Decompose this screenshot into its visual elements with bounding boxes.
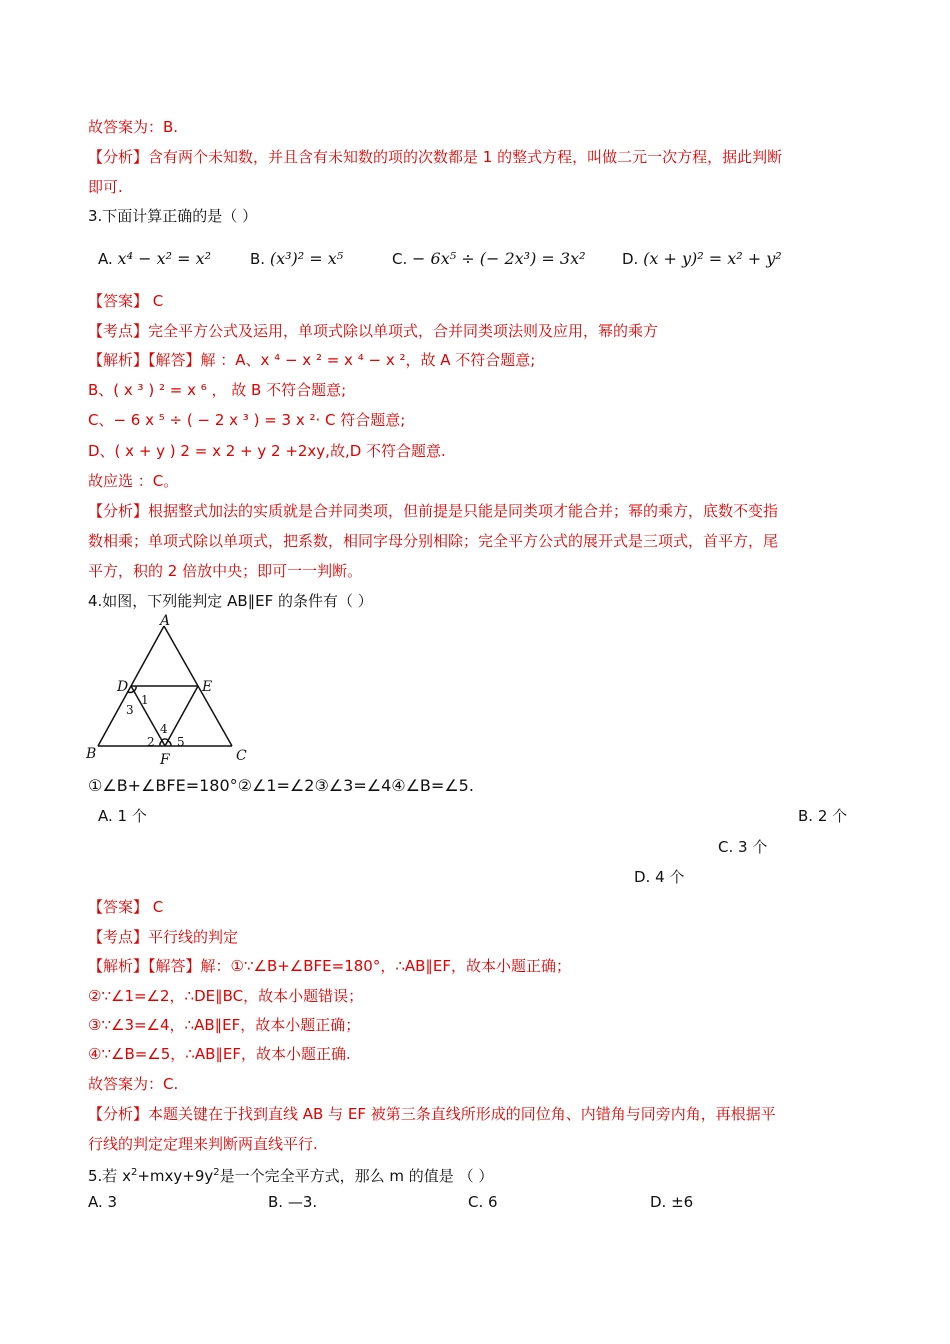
- q3-option-a: [98, 248, 211, 270]
- q4-question: 4.如图，下列能判定 AB∥EF 的条件有（ ）: [88, 592, 373, 610]
- angle-label-4: 4: [160, 722, 168, 736]
- q3-option-b: [250, 248, 343, 270]
- q3-option-c-expr: − 6x⁵ ÷ (− 2x³) = 3x²: [412, 249, 586, 268]
- q3-option-d-label: D.: [622, 250, 639, 268]
- angle-label-3: 3: [126, 703, 134, 717]
- label-b: B: [86, 746, 97, 762]
- q3-analysis-line-2: 数相乘；单项式除以单项式，把系数，相同字母分别相除；完全平方公式的展开式是三项式，首平方，尾: [88, 532, 779, 550]
- q3-answer: 【答案】 C: [88, 292, 164, 310]
- label-d: D: [117, 679, 129, 695]
- q2-analysis-line-2: 即可.: [88, 178, 123, 196]
- q4-analysis-line-2: 行线的判定定理来判断两直线平行.: [88, 1135, 318, 1153]
- angle-mark-4: [162, 739, 168, 740]
- q4-option-c: C. 3 个: [718, 838, 768, 856]
- q4-conditions: ①∠B+∠BFE=180°②∠1=∠2③∠3=∠4④∠B=∠5.: [88, 776, 474, 795]
- q5-sup-2: 2: [213, 1167, 220, 1178]
- q3-line-b: B、( x ³ ) ² = x ⁶ ， 故 B 不符合题意;: [88, 381, 347, 399]
- q5-option-a: A. 3: [88, 1193, 118, 1211]
- q3-conclusion: 故应选 ：C。: [88, 472, 179, 490]
- q5-question-pre: 5.若 x: [88, 1167, 131, 1185]
- q3-option-c: [392, 248, 586, 270]
- q4-jiexi-3: ③∵∠3=∠4，∴AB∥EF，故本小题正确；: [88, 1016, 361, 1034]
- q3-analysis-line-1: 【分析】根据整式加法的实质就是合并同类项，但前提是只能是同类项才能合并；幂的乘方，底数不变指: [88, 502, 779, 520]
- q5-question-mid: +mxy+9y: [137, 1167, 214, 1185]
- q3-question: 3.下面计算正确的是（ ）: [88, 207, 258, 225]
- q3-option-b-label: B.: [250, 250, 266, 268]
- q4-answer: 【答案】 C: [88, 898, 164, 916]
- q3-jiexi: 【解析】【解答】解 ：A、x ⁴ − x ² = x ⁴ − x ²，故 A 不符合题意;: [88, 351, 536, 369]
- q4-jiexi-4: ④∵∠B=∠5，∴AB∥EF，故本小题正确.: [88, 1045, 351, 1063]
- label-a: A: [160, 613, 171, 629]
- q3-option-a-label: A.: [98, 250, 113, 268]
- q3-line-d: D、( x + y ) 2 = x 2 + y 2 +2xy,故,D 不符合题意.: [88, 442, 446, 460]
- q5-question: [88, 1162, 493, 1187]
- q3-option-d: [622, 248, 782, 270]
- q4-option-d: D. 4 个: [634, 868, 685, 886]
- q2-analysis-line-1: 【分析】含有两个未知数，并且含有未知数的项的次数都是 1 的整式方程，叫做二元一次方程，据此判断: [88, 148, 783, 166]
- q4-option-a: A. 1 个: [98, 807, 147, 825]
- q3-option-b-expr: (x³)² = x⁵: [269, 249, 344, 268]
- q4-analysis-line-1: 【分析】本题关键在于找到直线 AB 与 EF 被第三条直线所形成的同位角、内错角与同旁内角，再根据平: [88, 1105, 776, 1123]
- label-f: F: [160, 752, 170, 768]
- q4-conclusion: 故答案为：C.: [88, 1075, 179, 1093]
- angle-label-2: 2: [147, 735, 155, 749]
- q3-line-c: C、− 6 x ⁵ ÷ ( − 2 x ³ ) = 3 x ²· C 符合题意;: [88, 411, 406, 429]
- q5-question-post: 是一个完全平方式，那么 m 的值是 （ ）: [219, 1167, 494, 1185]
- q4-kaodian: 【考点】平行线的判定: [88, 928, 239, 946]
- q5-option-c: C. 6: [468, 1193, 498, 1211]
- q5-option-b: B. —3.: [268, 1193, 318, 1211]
- angle-label-1: 1: [141, 693, 149, 707]
- q4-option-b: B. 2 个: [798, 807, 848, 825]
- q5-option-d: D. ±6: [650, 1193, 694, 1211]
- q4-jiexi-1: 【解析】【解答】解：①∵∠B+∠BFE=180°，∴AB∥EF，故本小题正确；: [88, 957, 572, 975]
- label-e: E: [202, 679, 213, 695]
- q5-sup-1: 2: [130, 1167, 138, 1178]
- q4-jiexi-2: ②∵∠1=∠2，∴DE∥BC，故本小题错误；: [88, 987, 364, 1005]
- triangle-figure: [84, 612, 256, 770]
- q3-kaodian: 【考点】完全平方公式及运用，单项式除以单项式，合并同类项法则及应用，幂的乘方: [88, 322, 659, 340]
- q3-analysis-line-3: 平方，积的 2 倍放中央；即可一一判断。: [88, 562, 363, 580]
- q3-option-a-expr: x⁴ − x² = x²: [117, 249, 212, 268]
- q3-option-c-label: C.: [392, 250, 408, 268]
- label-c: C: [236, 748, 247, 764]
- q3-option-d-expr: (x + y)² = x² + y²: [643, 249, 782, 268]
- angle-label-5: 5: [177, 735, 185, 749]
- q2-answer: 故答案为：B.: [88, 118, 179, 136]
